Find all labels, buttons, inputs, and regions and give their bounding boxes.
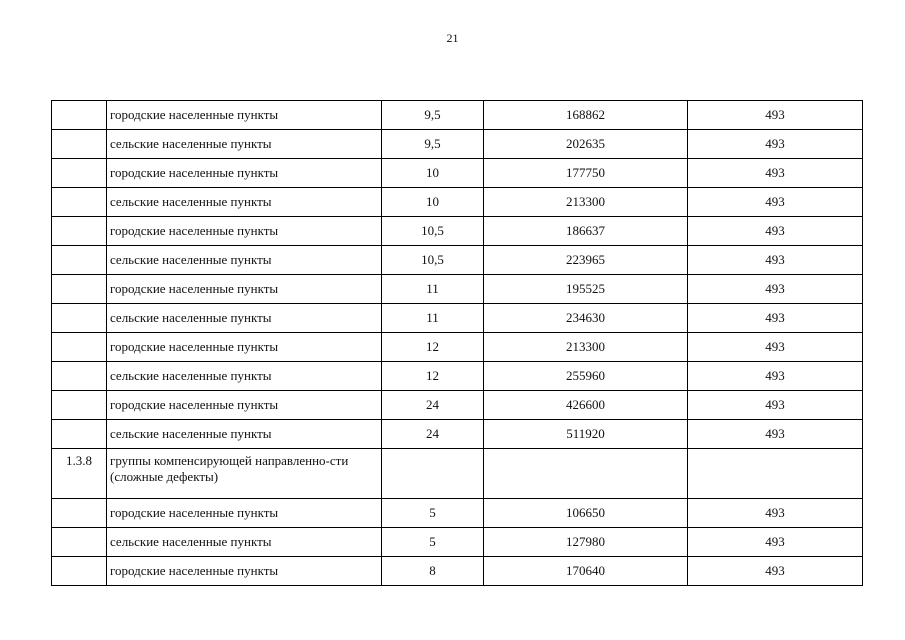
row-number-cell [52, 130, 107, 159]
row-number-cell [52, 188, 107, 217]
row-name-cell: сельские населенные пункты [107, 362, 382, 391]
row-value-3-cell: 493 [688, 217, 863, 246]
row-value-1-cell: 10 [382, 188, 484, 217]
table-row [52, 246, 863, 275]
row-value-3-cell: 493 [688, 333, 863, 362]
row-value-1-cell: 5 [382, 499, 484, 528]
row-value-2-cell: 127980 [484, 528, 688, 557]
row-value-3-cell: 493 [688, 159, 863, 188]
row-name-cell: сельские населенные пункты [107, 420, 382, 449]
row-number-cell [52, 557, 107, 586]
row-name-cell: городские населенные пункты [107, 159, 382, 188]
row-value-3-cell: 493 [688, 101, 863, 130]
row-value-1-cell: 11 [382, 304, 484, 333]
row-value-1-cell: 5 [382, 528, 484, 557]
page-number: 21 [446, 31, 459, 45]
row-number-cell [52, 528, 107, 557]
row-name-cell: городские населенные пункты [107, 499, 382, 528]
row-value-1-cell: 11 [382, 275, 484, 304]
row-name-cell: сельские населенные пункты [107, 188, 382, 217]
row-value-3-cell: 493 [688, 188, 863, 217]
table-row [52, 101, 863, 130]
row-value-1-cell: 8 [382, 557, 484, 586]
row-value-2-cell [484, 449, 688, 499]
row-value-1-cell: 12 [382, 333, 484, 362]
row-name-cell: сельские населенные пункты [107, 130, 382, 159]
row-name-cell: городские населенные пункты [107, 557, 382, 586]
row-value-3-cell: 493 [688, 499, 863, 528]
section-number-cell: 1.3.8 [52, 449, 107, 499]
row-value-2-cell: 195525 [484, 275, 688, 304]
row-value-3-cell: 493 [688, 528, 863, 557]
row-number-cell [52, 420, 107, 449]
row-name-cell: городские населенные пункты [107, 101, 382, 130]
row-value-2-cell: 426600 [484, 391, 688, 420]
table-row [52, 362, 863, 391]
table-row [52, 217, 863, 246]
table-row [52, 130, 863, 159]
table-row [52, 333, 863, 362]
row-value-3-cell: 493 [688, 275, 863, 304]
row-number-cell [52, 246, 107, 275]
row-value-2-cell: 255960 [484, 362, 688, 391]
row-value-2-cell: 234630 [484, 304, 688, 333]
row-value-1-cell: 10,5 [382, 246, 484, 275]
table-row [52, 499, 863, 528]
row-number-cell [52, 304, 107, 333]
row-value-1-cell: 9,5 [382, 101, 484, 130]
row-value-3-cell: 493 [688, 246, 863, 275]
data-table [51, 100, 863, 586]
table-row [52, 304, 863, 333]
row-value-3-cell [688, 449, 863, 499]
row-value-2-cell: 511920 [484, 420, 688, 449]
row-value-3-cell: 493 [688, 391, 863, 420]
section-name-cell: группы компенсирующей направленно-сти (сложные дефекты) [107, 449, 382, 499]
row-value-1-cell: 12 [382, 362, 484, 391]
row-value-3-cell: 493 [688, 304, 863, 333]
row-number-cell [52, 333, 107, 362]
row-value-2-cell: 170640 [484, 557, 688, 586]
table-row [52, 557, 863, 586]
row-number-cell [52, 275, 107, 304]
row-value-1-cell [382, 449, 484, 499]
row-value-1-cell: 24 [382, 391, 484, 420]
row-value-2-cell: 177750 [484, 159, 688, 188]
row-number-cell [52, 159, 107, 188]
row-name-cell: сельские населенные пункты [107, 304, 382, 333]
row-value-3-cell: 493 [688, 130, 863, 159]
row-number-cell [52, 217, 107, 246]
row-value-1-cell: 9,5 [382, 130, 484, 159]
row-value-1-cell: 10,5 [382, 217, 484, 246]
table-row [52, 188, 863, 217]
row-value-3-cell: 493 [688, 420, 863, 449]
row-value-3-cell: 493 [688, 557, 863, 586]
row-name-cell: сельские населенные пункты [107, 246, 382, 275]
row-name-cell: городские населенные пункты [107, 391, 382, 420]
table-row [52, 391, 863, 420]
row-value-2-cell: 213300 [484, 188, 688, 217]
table-row [52, 420, 863, 449]
row-value-1-cell: 24 [382, 420, 484, 449]
row-number-cell [52, 499, 107, 528]
row-name-cell: городские населенные пункты [107, 275, 382, 304]
row-value-2-cell: 186637 [484, 217, 688, 246]
row-value-2-cell: 168862 [484, 101, 688, 130]
row-value-2-cell: 202635 [484, 130, 688, 159]
row-number-cell [52, 391, 107, 420]
table-row [52, 159, 863, 188]
row-number-cell [52, 101, 107, 130]
row-value-2-cell: 213300 [484, 333, 688, 362]
table-body [52, 101, 863, 586]
row-name-cell: городские населенные пункты [107, 333, 382, 362]
row-number-cell [52, 362, 107, 391]
row-value-3-cell: 493 [688, 362, 863, 391]
table-row [52, 275, 863, 304]
table-row-section [52, 449, 863, 499]
row-value-2-cell: 106650 [484, 499, 688, 528]
row-name-cell: сельские населенные пункты [107, 528, 382, 557]
row-name-cell: городские населенные пункты [107, 217, 382, 246]
row-value-2-cell: 223965 [484, 246, 688, 275]
table-row [52, 528, 863, 557]
row-value-1-cell: 10 [382, 159, 484, 188]
